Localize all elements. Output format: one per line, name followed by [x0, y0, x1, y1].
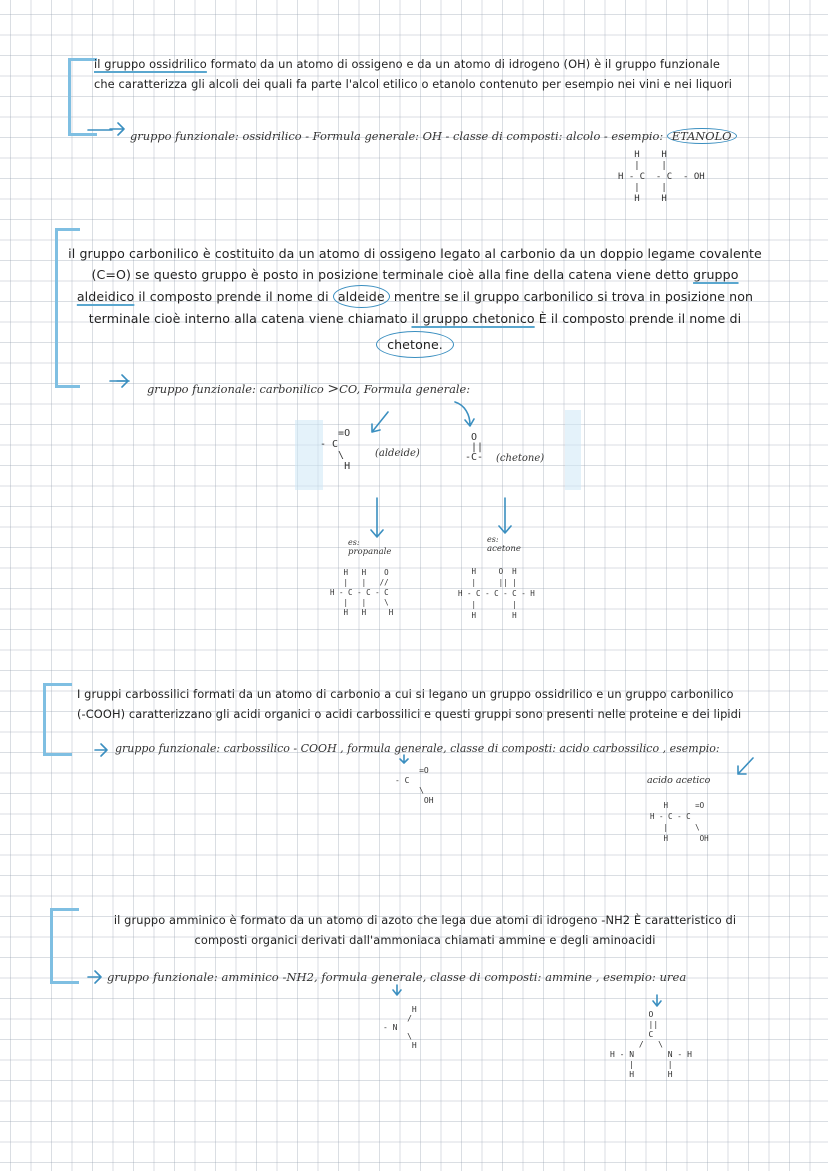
s1-functional-group-note — [130, 128, 737, 144]
es2-name: acetone — [487, 544, 521, 554]
s3-line2-text: (-COOH) caratterizzano gli acidi organici o acidi carbossilici e questi gruppi sono presenti nelle proteine e dei lipidi — [77, 707, 742, 721]
s4-line1-text: il gruppo amminico è formato da un atomo di azoto che lega due atomi di idrogeno -NH2 È caratteristico di — [113, 913, 737, 927]
s2-hand-co: CO — [339, 382, 357, 396]
s1-paragraph — [94, 54, 814, 94]
s2-paragraph — [60, 243, 770, 358]
es1-name: propanale — [348, 547, 392, 557]
carbossilico-formula: =O - C \ OH — [395, 766, 434, 805]
term-chetonico: il gruppo chetonico — [411, 311, 535, 326]
s4-paragraph — [75, 910, 775, 950]
amminico-formula: H / - N \ H — [383, 1005, 417, 1050]
s4-functional-group-note: gruppo funzionale: amminico -NH2, formula generale, classe di composti: ammine , esempio: urea — [107, 970, 687, 984]
s2-line3-post: mentre se il gruppo carbonilico si trova in posizione non — [389, 289, 754, 304]
chetone-formula: O || -C- — [465, 432, 484, 463]
s3-paragraph — [77, 684, 817, 724]
s2-functional-group-note: gruppo funzionale: carbonilico >CO, Formula generale: — [147, 381, 471, 397]
s2-line1-text: il gruppo carbonilico è costituito da un atomo di ossigeno legato al carbonio da un doppio legame covalente — [68, 246, 762, 261]
s4-line2-text: composti organici derivati dall'ammoniaca chiamati ammine e degli aminoacidi — [194, 933, 656, 947]
acido-acetico-label: acido acetico — [647, 775, 711, 786]
s1-line2-text: che caratterizza gli alcoli dei quali fa parte l'alcol etilico o etanolo contenuto per esempio nei vini e nei liquori — [94, 77, 732, 91]
s3-functional-group-note: gruppo funzionale: carbossilico - COOH , formula generale, classe di composti: acido carbossilico , esempio: — [115, 742, 720, 755]
s1-line1-text: formato da un atomo di ossigeno e da un atomo di idrogeno (OH) è il gruppo funzionale — [206, 57, 720, 71]
s3-line1-text: I gruppi carbossilici formati da un atomo di carbonio a cui si legano un gruppo ossidrilico e un gruppo carbonilico — [77, 687, 734, 701]
chetone-label: (chetone) — [496, 453, 545, 464]
s2-line4-pre: terminale cioè interno alla catena viene chiamato — [88, 311, 412, 326]
es1-label: es: — [348, 538, 360, 547]
s2-hand-formula: , Formula generale: — [356, 382, 471, 396]
aldeide-formula: =O - C \ H — [320, 428, 351, 472]
propanale-structure: H H O | | // H - C - C - C | | \ H H H — [330, 568, 394, 617]
s1-hand-text: gruppo funzionale: ossidrilico - Formula generale: OH - classe di composti: alcolo - esempio: — [130, 129, 664, 143]
s2-line4-post: È il composto prende il nome di — [534, 311, 742, 326]
term-aldeide: aldeide — [333, 285, 390, 308]
term-gruppo: gruppo — [693, 267, 739, 282]
term-ossidrilico: il gruppo ossidrilico — [94, 57, 207, 71]
acido-acetico-structure: H =O H - C - C | \ H OH — [650, 801, 709, 843]
urea-structure: O || C / \ H - N N - H | | H H — [610, 1010, 692, 1079]
aldeide-label: (aldeide) — [375, 448, 420, 459]
es2-label: es: — [487, 535, 499, 544]
bracket-s1 — [68, 58, 97, 136]
acetone-structure: H O H | || | H - C - C - C - H | | H H — [458, 567, 535, 620]
s2-hand-text: gruppo funzionale: carbonilico — [147, 382, 324, 396]
example-etanolo: ETANOLO — [667, 128, 737, 144]
term-chetone: chetone. — [376, 331, 454, 358]
s2-line2-text: (C=O) se questo gruppo è posto in posizione terminale cioè alla fine della catena viene detto — [91, 267, 694, 282]
ethanol-structure: H H | | H - C - C - OH | | H H — [618, 150, 705, 204]
bracket-s3 — [43, 683, 72, 756]
s2-line3-mid: il composto prende il nome di — [134, 289, 333, 304]
term-aldeidico: aldeidico — [76, 289, 135, 304]
